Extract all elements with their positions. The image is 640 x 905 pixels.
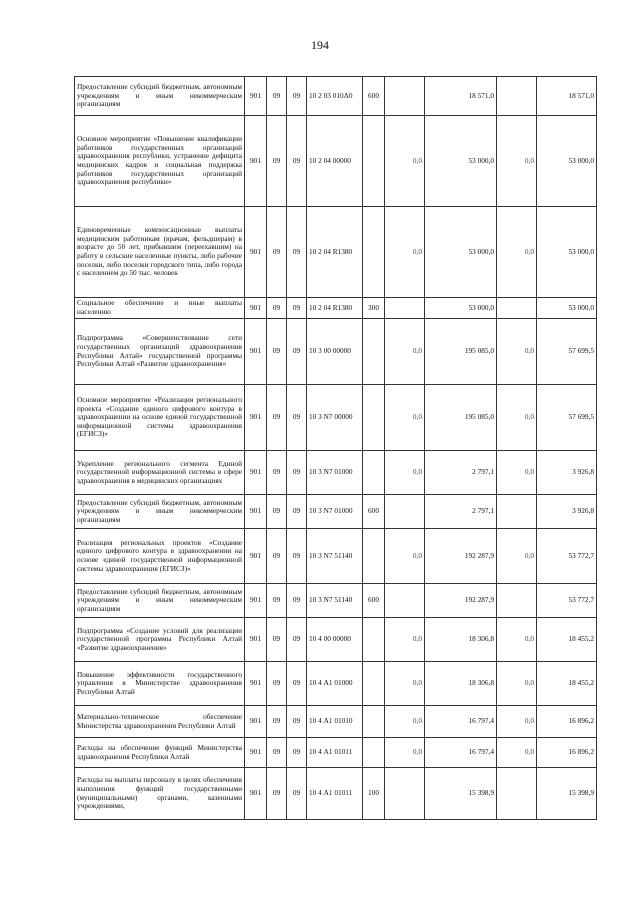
row-value-1: 0,0 (385, 706, 425, 738)
row-code: 901 (245, 298, 267, 319)
table-row (75, 706, 597, 738)
row-code: 901 (245, 495, 267, 529)
row-value-4: 16 896,2 (537, 738, 597, 768)
row-value-4: 15 398,9 (537, 768, 597, 820)
row-section: 09 (267, 618, 287, 662)
row-subsection: 09 (287, 662, 307, 706)
page-number: 194 (311, 38, 329, 52)
table-row (75, 207, 597, 298)
row-target-article: 10 2 04 R1380 (307, 298, 363, 319)
row-value-2: 16 797,4 (425, 738, 497, 768)
row-target-article: 10 2 03 010A0 (307, 77, 363, 116)
row-value-2: 192 287,9 (425, 529, 497, 584)
row-subsection: 09 (287, 116, 307, 207)
row-value-3: 0,0 (497, 116, 537, 207)
row-value-1 (385, 584, 425, 618)
row-value-1 (385, 495, 425, 529)
row-value-2: 2 797,1 (425, 495, 497, 529)
row-target-article: 10 4 00 00000 (307, 618, 363, 662)
row-expense-type: 300 (363, 298, 385, 319)
row-section: 09 (267, 706, 287, 738)
row-value-2: 195 085,0 (425, 319, 497, 385)
row-section: 09 (267, 584, 287, 618)
row-name: Основное мероприятие «Реализация регионального проекта «Создание единого цифрового контура в здравоохранении на основе единой государственной информационной системы здравоохранения (ЕГИСЗ)» (75, 385, 245, 451)
table-row (75, 662, 597, 706)
row-value-3: 0,0 (497, 385, 537, 451)
row-code: 901 (245, 385, 267, 451)
row-value-1: 0,0 (385, 738, 425, 768)
row-value-2: 53 000,0 (425, 207, 497, 298)
row-expense-type (363, 618, 385, 662)
row-code: 901 (245, 584, 267, 618)
row-target-article: 10 4 А1 01011 (307, 768, 363, 820)
row-code: 901 (245, 618, 267, 662)
row-value-2: 53 000,0 (425, 298, 497, 319)
row-value-4: 16 896,2 (537, 706, 597, 738)
row-name: Основное мероприятие «Повышение квалификации работников государственных организаций здравоохранения республики, устранение дефицита медицинских кадров и социальная поддержка работников государственных организаций здравоохранения республики» (75, 116, 245, 207)
row-section: 09 (267, 207, 287, 298)
row-value-4: 53 772,7 (537, 584, 597, 618)
row-code: 901 (245, 768, 267, 820)
row-target-article: 10 3 N7 51140 (307, 529, 363, 584)
row-subsection: 09 (287, 529, 307, 584)
row-code: 901 (245, 529, 267, 584)
row-expense-type (363, 385, 385, 451)
row-value-3: 0,0 (497, 618, 537, 662)
row-section: 09 (267, 451, 287, 495)
row-value-3: 0,0 (497, 738, 537, 768)
row-value-2: 18 571,0 (425, 77, 497, 116)
row-value-2: 15 398,9 (425, 768, 497, 820)
row-value-3: 0,0 (497, 451, 537, 495)
row-expense-type (363, 706, 385, 738)
row-section: 09 (267, 495, 287, 529)
row-name: Подпрограмма «Создание условий для реализации государственной программы Республики Алтай «Развитие здравоохранения» (75, 618, 245, 662)
row-value-4: 53 772,7 (537, 529, 597, 584)
row-section: 09 (267, 298, 287, 319)
row-value-1: 0,0 (385, 207, 425, 298)
row-expense-type (363, 451, 385, 495)
row-expense-type (363, 662, 385, 706)
row-value-3 (497, 77, 537, 116)
table-row (75, 768, 597, 820)
row-name: Предоставление субсидий бюджетным, автономным учреждениям и иным некоммерческим организациям (75, 77, 245, 116)
table-row (75, 385, 597, 451)
row-value-1: 0,0 (385, 319, 425, 385)
budget-table (74, 76, 597, 820)
row-target-article: 10 3 N7 51140 (307, 584, 363, 618)
row-subsection: 09 (287, 618, 307, 662)
row-value-3: 0,0 (497, 529, 537, 584)
row-target-article: 10 4 А1 01010 (307, 706, 363, 738)
table-row (75, 319, 597, 385)
row-name: Реализация региональных проектов «Создание единого цифрового контура в здравоохранении на основе единой государственной информационной системы здравоохранения (ЕГИСЗ)» (75, 529, 245, 584)
row-target-article: 10 4 А1 01000 (307, 662, 363, 706)
row-value-1 (385, 298, 425, 319)
row-section: 09 (267, 116, 287, 207)
row-value-2: 16 797,4 (425, 706, 497, 738)
row-value-1: 0,0 (385, 451, 425, 495)
row-value-2: 195 085,0 (425, 385, 497, 451)
table-row (75, 738, 597, 768)
row-target-article: 10 2 04 00000 (307, 116, 363, 207)
row-section: 09 (267, 738, 287, 768)
row-code: 901 (245, 319, 267, 385)
row-target-article: 10 3 N7 00000 (307, 385, 363, 451)
row-code: 901 (245, 451, 267, 495)
row-subsection: 09 (287, 584, 307, 618)
row-value-3 (497, 768, 537, 820)
row-value-4: 18 455,2 (537, 662, 597, 706)
row-expense-type (363, 319, 385, 385)
row-subsection: 09 (287, 451, 307, 495)
table-row (75, 116, 597, 207)
row-expense-type: 600 (363, 77, 385, 116)
table-row (75, 584, 597, 618)
row-value-1: 0,0 (385, 618, 425, 662)
row-value-4: 3 926,8 (537, 495, 597, 529)
row-section: 09 (267, 319, 287, 385)
row-value-3: 0,0 (497, 706, 537, 738)
row-subsection: 09 (287, 319, 307, 385)
row-value-2: 53 000,0 (425, 116, 497, 207)
table-row (75, 451, 597, 495)
row-name: Предоставление субсидий бюджетным, автономным учреждениям и иным некоммерческим организациям (75, 584, 245, 618)
row-target-article: 10 3 N7 01000 (307, 495, 363, 529)
row-name: Укрепление регионального сегмента Единой государственной информационной системы в сфере здравоохранения в медицинских организациях (75, 451, 245, 495)
row-expense-type: 600 (363, 584, 385, 618)
row-name: Расходы на выплаты персоналу в целях обеспечения выполнения функций государственными (муниципальными) органами, казенными учреждениями, (75, 768, 245, 820)
row-value-2: 18 306,8 (425, 618, 497, 662)
row-expense-type (363, 529, 385, 584)
row-expense-type (363, 207, 385, 298)
row-name: Расходы на обеспечение функций Министерства здравоохранения Республики Алтай (75, 738, 245, 768)
table-row (75, 495, 597, 529)
row-name: Социальное обеспечение и иные выплаты населению (75, 298, 245, 319)
row-expense-type (363, 738, 385, 768)
row-code: 901 (245, 738, 267, 768)
row-value-4: 57 699,5 (537, 319, 597, 385)
row-subsection: 09 (287, 706, 307, 738)
row-value-4: 18 571,0 (537, 77, 597, 116)
row-subsection: 09 (287, 298, 307, 319)
row-section: 09 (267, 662, 287, 706)
row-value-4: 53 000,0 (537, 207, 597, 298)
row-section: 09 (267, 529, 287, 584)
row-name: Единовременные компенсационные выплаты медицинским работникам (врачам, фельдшерам) в возрасте до 50 лет, прибывшим (переехавшим) на работу в сельские населенные пункты, либо рабочие поселки, либо поселки городского типа, либо города с населением до 50 тыс. человек (75, 207, 245, 298)
row-value-2: 18 306,8 (425, 662, 497, 706)
row-value-4: 3 926,8 (537, 451, 597, 495)
row-expense-type: 100 (363, 768, 385, 820)
row-expense-type (363, 116, 385, 207)
row-value-1: 0,0 (385, 529, 425, 584)
row-code: 901 (245, 116, 267, 207)
row-value-3 (497, 495, 537, 529)
table-row (75, 298, 597, 319)
row-code: 901 (245, 207, 267, 298)
row-value-1: 0,0 (385, 662, 425, 706)
row-section: 09 (267, 768, 287, 820)
row-value-2: 2 797,1 (425, 451, 497, 495)
row-subsection: 09 (287, 768, 307, 820)
row-subsection: 09 (287, 495, 307, 529)
row-name: Предоставление субсидий бюджетным, автономным учреждениям и иным некоммерческим организациям (75, 495, 245, 529)
row-name: Подпрограмма «Совершенствование сети государственных организаций здравоохранения Республики Алтай» государственной программы Республики Алтай «Развитие здравоохранения» (75, 319, 245, 385)
row-target-article: 10 4 А1 01011 (307, 738, 363, 768)
table-row (75, 618, 597, 662)
row-code: 901 (245, 77, 267, 116)
table-row (75, 529, 597, 584)
row-subsection: 09 (287, 207, 307, 298)
row-subsection: 09 (287, 385, 307, 451)
row-value-4: 53 000,0 (537, 298, 597, 319)
row-value-1 (385, 768, 425, 820)
row-code: 901 (245, 706, 267, 738)
row-value-1: 0,0 (385, 385, 425, 451)
row-expense-type: 600 (363, 495, 385, 529)
row-value-1 (385, 77, 425, 116)
row-subsection: 09 (287, 77, 307, 116)
row-target-article: 10 2 04 R1380 (307, 207, 363, 298)
row-value-3 (497, 298, 537, 319)
row-name: Материально-техническое обеспечение Министерства здравоохранения Республики Алтай (75, 706, 245, 738)
row-value-3 (497, 584, 537, 618)
row-value-2: 192 287,9 (425, 584, 497, 618)
row-target-article: 10 3 N7 01000 (307, 451, 363, 495)
row-name: Повышение эффективности государственного управления в Министерстве здравоохранения Республики Алтай (75, 662, 245, 706)
row-value-3: 0,0 (497, 319, 537, 385)
row-code: 901 (245, 662, 267, 706)
table-row (75, 77, 597, 116)
row-value-4: 57 699,5 (537, 385, 597, 451)
row-subsection: 09 (287, 738, 307, 768)
row-value-3: 0,0 (497, 662, 537, 706)
row-value-3: 0,0 (497, 207, 537, 298)
row-target-article: 10 3 00 00000 (307, 319, 363, 385)
row-value-4: 18 455,2 (537, 618, 597, 662)
row-value-1: 0,0 (385, 116, 425, 207)
row-value-4: 53 000,0 (537, 116, 597, 207)
row-section: 09 (267, 385, 287, 451)
row-section: 09 (267, 77, 287, 116)
